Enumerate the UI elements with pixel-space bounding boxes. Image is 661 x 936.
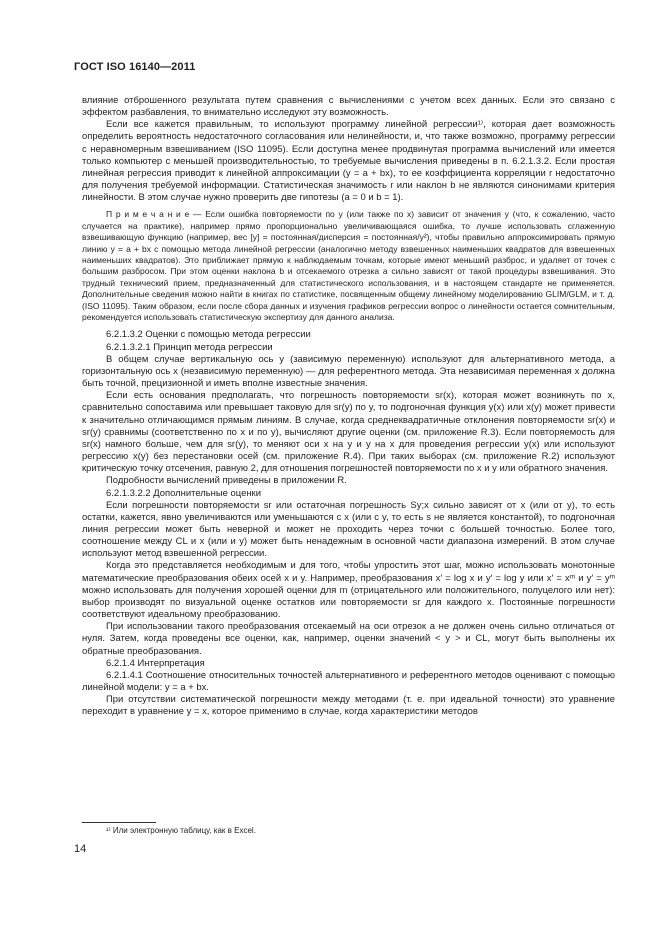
- section-heading-6-2-1-4: 6.2.1.4 Интерпретация: [106, 657, 205, 669]
- paragraph-regression-program: Если все кажется правильным, то используют программу линейной регрессии¹⁾, которая дает возможность определить вероятность недостаточного согласования или нелинейности, и, что также возможно, программу регрессии с неравномерным взвешиванием (ISO 11095). Если доступна менее продвинутая программа вычислений или имеется только компьютер с меньшей производительностью, то требуемые вычисления приведены в п. 6.2.1.3.2. Если простая линейная регрессия приводит к линейной аппроксимации (y = a + bx), то ее коэффициента корреляции r недостаточно для получения требуемой информации. Статистическая значимость r или наклон b не являются синонимами критерия линейности. В этом случае нужно проверить две гипотезы (a = 0 и b = 1).: [82, 119, 615, 204]
- paragraph-details: Подробности вычислений приведены в приложении R.: [106, 475, 347, 487]
- footnote: ¹⁾ Или электронную таблицу, как в Excel.: [106, 826, 256, 835]
- page-number: 14: [74, 843, 87, 855]
- paragraph-transformations: Когда это представляется необходимым и для того, чтобы упростить этот шаг, можно использовать монотонные математические преобразования обеих осей x и y. Например, преобразования x′ = log x и y′ = log y или x′ = xᵐ и y′ = yᵐ можно использовать для получения хорошей оценки для m (отрицательного или положительного, полуцелого или нет): выбор производят по визуальной оценке остатков или повторяемости sr для каждого x. Постоянные погрешности соответствуют идеальному преобразованию.: [82, 560, 615, 621]
- section-heading-6-2-1-3-2-1: 6.2.1.3.2.1 Принцип метода регрессии: [106, 341, 273, 353]
- footnote-divider: [82, 822, 156, 823]
- main-text: [82, 95, 615, 718]
- paragraph-axes: В общем случае вертикальную ось y (зависимую переменную) используют для альтернативного метода, а горизонтальную ось x (независимую переменную) — для референтного метода. Эта независимая переменная x должна быть точной, прецизионной и иметь вполне известные значения.: [82, 353, 615, 390]
- paragraph-weighted-regression: Если погрешности повторяемости sr или остаточная погрешность Sy;x сильно зависят от x (или от y), то есть остатки, кажется, явно увеличиваются или уменьшаются с x (или с y, то есть s не является константой), то подгоночная линия регрессии может быть неверной и может не проходить через точки с большей точностью. Более того, соотношение между CL и x (или и y) может быть ненадежным в основной части диапазона измерений. В этом случае используют метод взвешенной регрессии.: [82, 499, 615, 560]
- section-heading-6-2-1-3-2-2: 6.2.1.3.2.2 Дополнительные оценки: [106, 487, 261, 499]
- document-header: ГОСТ ISO 16140—2011: [74, 61, 196, 73]
- note-block: П р и м е ч а н и е — Если ошибка повторяемости по y (или также по x) зависит от значения y (что, к сожалению, часто случается на практике), например прямо пропорционально увеличивающаяся ошибка, то лучше использовать сглаженную взвешивающую функцию (например, вес [y] = постоянная/дисперсия = постоянная/y²), чтобы правильно аппроксимировать прямую линию y = a + bx с помощью метода линейной регрессии (аналогично методу взвешенных наименьших квадратов для взвешенных наименьших квадратов). Это приближает прямую к наблюдаемым точкам, которые имеют меньший разброс, и удаляет от точек с большим разбросом. При этом оценки наклона b и отсекаемого отрезка a сильно зависят от такой процедуры взвешивания. Это трудный технический прием, предназначенный для статистического использования, и в настоящем стандарте не применяется. Дополнительные сведения можно найти в книгах по статистике, посвященным общему линейному моделированию GLIM/GLM, и т. д. (ISO 11095). Таким образом, если после сбора данных и изучения графиков регрессии вопрос о линейности остается сомнительным, рекомендуется использовать статистическую экспертизу для данного анализа.: [82, 209, 615, 323]
- paragraph-intercept: При использовании такого преобразования отсекаемый на оси отрезок a не должен очень сильно отличаться от нуля. Затем, когда проведены все оценки, как, например, оценки значений < y > и CL, могут быть выполнены их обратные преобразования.: [82, 621, 615, 657]
- section-heading-6-2-1-3-2: 6.2.1.3.2 Оценки с помощью метода регрессии: [106, 329, 311, 341]
- paragraph-no-bias: При отсутствии систематической погрешности между методами (т. е. при идеальной точности) это уравнение переходит в уравнение y = x, которое применимо в случае, когда характеристики методов: [82, 694, 615, 718]
- paragraph-continuation: влияние отброшенного результата путем сравнения с вычислениями с учетом всех данных. Если это связано с эффектом разбавления, то внимательно исследуют эту возможность.: [82, 95, 615, 119]
- paragraph-repeatability: Если есть основания предполагать, что погрешность повторяемости sr(x), которая может возникнуть по x, сравнительно сопоставима или превышает таковую для sr(y) по y, то подгоночная функция y(x) или x(y) может привести к значительно отличающимся прямым линиям. В случае, когда среднеквадратичные отклонения повторяемости sr(x) и sr(y) сравнимы (соответственно по x и по y), вычисляют другие оценки (см. приложение R.3). Если повторяемость для sr(x) намного больше, чем для sr(y), то меняют оси x на y и y на x для проведения регрессии y(x) или используют регрессию x(y) без перестановки осей (см. приложение R.4). При таких выборах (см. приложение R.2) используют критическую точку отсечения, равную 2, для отношения погрешностей повторяемости по x и y или обратного значения.: [82, 390, 615, 475]
- paragraph-linear-model: 6.2.1.4.1 Соотношение относительных точностей альтернативного и референтного методов оценивают с помощью линейной модели: y = a + bx.: [82, 669, 615, 693]
